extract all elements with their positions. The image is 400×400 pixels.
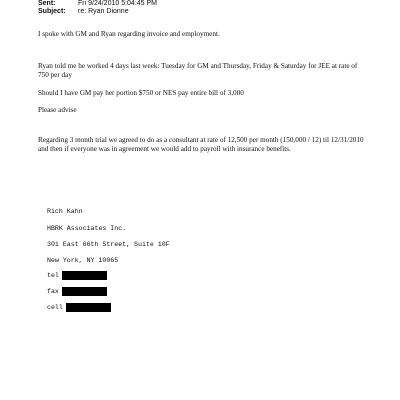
sent-row [38, 0, 157, 8]
fax-redaction [62, 287, 107, 296]
body-paragraph-2: Ryan told me he worked 4 days last week: Tuesday for GM and Thursday, Friday & Saturday for JEE at rate of 750 per day [38, 62, 358, 79]
cell-label: cell [47, 304, 63, 311]
body-paragraph-1: I spoke with GM and Ryan regarding invoice and employment. [38, 30, 220, 38]
body-paragraph-3: Should I have GM pay her portion $750 or NES pay entire bill of 3,000 [38, 89, 244, 97]
body-paragraph-5: Regarding 3 month trial we agreed to do as a consultant at rate of 12,500 per month (150,000 / 12) til 12/31/2010 and then if everyone was in agreement we would add to payroll with insurance benefits. [38, 136, 364, 153]
subject-value: re: Ryan Dionne [78, 8, 129, 15]
signature-address-line-1: 301 East 66th Street, Suite 10F [47, 241, 170, 248]
sent-label: Sent: [38, 0, 56, 7]
signature-company: HBRK Associates Inc. [47, 225, 127, 232]
tel-redaction [62, 271, 107, 280]
cell-redaction [66, 303, 111, 312]
body-paragraph-4: Please advise [38, 106, 77, 114]
signature-name: Rich Kahn [47, 208, 83, 215]
sent-value: Fri 9/24/2010 5:04:45 PM [78, 0, 157, 7]
subject-label: Subject: [38, 8, 66, 15]
signature-address-line-2: New York, NY 10065 [47, 257, 119, 264]
fax-label: fax [47, 288, 59, 295]
subject-row [38, 8, 129, 16]
tel-label: tel [47, 272, 59, 279]
